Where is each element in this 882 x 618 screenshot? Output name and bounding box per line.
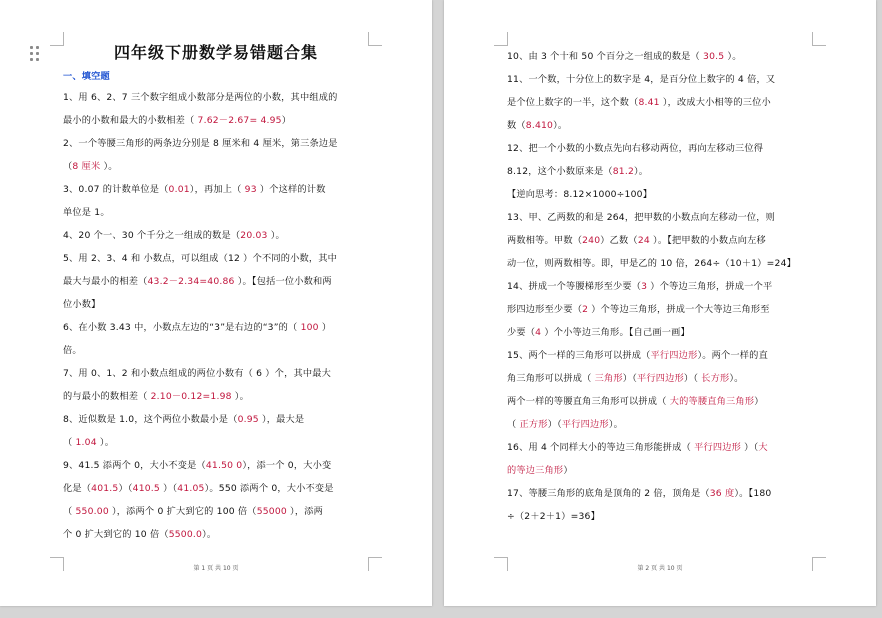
question-text: 3、0.07 的计数单位是（ — [63, 184, 169, 195]
question-text: ）。 — [202, 529, 217, 540]
answer-text: 平行四边形 — [636, 373, 684, 384]
question-text: 8、近似数是 1.0，这个两位小数最小是（ — [63, 414, 238, 425]
text-line — [507, 344, 813, 367]
answer-text: 401.5 — [91, 483, 119, 494]
answer-text: 平行四边形 — [650, 350, 698, 361]
answer-text: 410.5 — [132, 483, 164, 494]
answer-text: 1.04 — [75, 437, 100, 448]
text-line — [63, 500, 369, 523]
question-text: ）。两个一样的直 — [697, 350, 768, 361]
answer-text: 8.41 — [638, 97, 660, 108]
text-line — [63, 132, 369, 155]
text-line — [507, 367, 813, 390]
text-line — [63, 224, 369, 247]
answer-text: 20.03 — [240, 230, 271, 241]
question-text: 16、用 4 个同样大小的等边三角形能拼成（ — [507, 442, 695, 453]
answer-text: 2.10－0.12=1.98 — [150, 391, 232, 402]
question-text: ）（ — [683, 373, 702, 384]
question-text: ）。 — [270, 230, 285, 241]
text-line — [63, 293, 369, 316]
question-text: ）（ — [163, 483, 178, 494]
text-line — [507, 459, 813, 482]
question-text: ）。 — [634, 166, 649, 177]
question-text: ），最大是 — [258, 414, 305, 425]
question-text: ）个等边三角形，拼成一个平 — [647, 281, 773, 292]
text-line — [507, 137, 813, 160]
page-footer: 第 1 页 共 10 页 — [193, 565, 239, 572]
text-line — [63, 523, 369, 546]
section-heading-wrap — [63, 65, 369, 88]
answer-text: 100 — [300, 322, 319, 333]
question-text: ），改成大小相等的三位小 — [659, 97, 771, 108]
question-text: 9、41.5 添两个 0，大小不变是（ — [63, 460, 206, 471]
answer-text: 三角形 — [594, 373, 623, 384]
question-text: 个 0 扩大到它的 10 倍（ — [63, 529, 169, 540]
question-text: 位小数】 — [63, 299, 101, 310]
question-text: （ — [63, 161, 73, 172]
text-line — [63, 109, 369, 132]
question-text: ）（ — [547, 419, 562, 430]
question-text: ）个这样的计数 — [259, 184, 326, 195]
question-text: ）。 — [608, 419, 623, 430]
text-line — [63, 385, 369, 408]
question-text: 13、甲、乙两数的和是 264，把甲数的小数点向左移动一位，则 — [507, 212, 776, 223]
text-line — [507, 505, 813, 528]
question-text: ）。【180 — [734, 488, 772, 499]
question-text: ）个等边三角形，拼成一个大等边三角形至 — [588, 304, 770, 315]
question-text: 2、一个等腰三角形的两条边分别是 8 厘米和 4 厘米，第三条边是 — [63, 138, 338, 149]
question-text: 少要（ — [507, 327, 536, 338]
question-text: 角三角形可以拼成（ — [507, 373, 595, 384]
text-line — [63, 339, 369, 362]
page-1-text — [63, 86, 369, 546]
text-line — [63, 477, 369, 500]
answer-text: 5500.0 — [168, 529, 203, 540]
answer-text: 24 — [637, 235, 650, 246]
text-line — [507, 436, 813, 459]
question-text: 【逆向思考：8.12×1000÷100】 — [507, 189, 653, 200]
question-text: 12、把一个小数的小数点先向右移动两位，再向左移动三位得 — [507, 143, 764, 154]
answer-text: 大 — [758, 442, 768, 453]
answer-text: 7.62－2.67= 4.95 — [197, 115, 282, 126]
answer-text: 8 厘米 — [72, 161, 101, 172]
question-text: （ — [63, 506, 76, 517]
question-text: 动一位，则两数相等。即，甲是乙的 10 倍，264÷（10＋1）=24】 — [507, 258, 797, 269]
question-text: 单位是 1。 — [63, 207, 110, 218]
text-line — [507, 183, 813, 206]
text-line — [507, 114, 813, 137]
answer-text: 平行四边形 — [694, 442, 742, 453]
text-line — [507, 229, 813, 252]
question-text: ÷（2＋2＋1）=36】 — [507, 511, 600, 522]
answer-text: 41.50 0 — [205, 460, 243, 471]
question-text: 最小的小数和最大的小数相差（ — [63, 115, 198, 126]
question-text: （ — [507, 419, 520, 430]
question-text: 8.12，这个小数原来是（ — [507, 166, 613, 177]
answer-text: 55000 — [256, 506, 287, 517]
answer-text: 240 — [582, 235, 601, 246]
answer-text: 550.00 — [75, 506, 112, 517]
question-text: ）。【包括一位小数和两 — [237, 276, 332, 287]
question-text: 14、拼成一个等腰梯形至少要（ — [507, 281, 642, 292]
text-line — [507, 390, 813, 413]
text-line — [63, 431, 369, 454]
text-line — [507, 91, 813, 114]
question-text: 1、用 6、2、7 三个数字组成小数部分是两位的小数，其中组成的 — [63, 92, 338, 103]
question-text: ）个小等边三角形。【自己画一画】 — [541, 327, 690, 338]
question-text: 化是（ — [63, 483, 92, 494]
answer-text: 0.01 — [168, 184, 190, 195]
text-line — [507, 68, 813, 91]
answer-text: 平行四边形 — [561, 419, 609, 430]
question-text: 两个一样的等腰直角三角形可以拼成（ — [507, 396, 670, 407]
text-line — [63, 270, 369, 293]
answer-text: 0.95 — [237, 414, 259, 425]
text-line — [63, 178, 369, 201]
question-text: 倍。 — [63, 345, 82, 356]
question-text: ）。 — [729, 373, 744, 384]
answer-text: 3 — [641, 281, 648, 292]
answer-text: 30.5 — [703, 51, 725, 62]
question-text: 形四边形至少要（ — [507, 304, 583, 315]
page-2-text — [507, 45, 813, 528]
page-footer: 第 2 页 共 10 页 — [637, 565, 683, 572]
answer-text: 4 — [535, 327, 542, 338]
question-text: ）。 — [231, 391, 249, 402]
answer-text: 36 度 — [709, 488, 735, 499]
answer-text: 43.2－2.34=40.86 — [147, 276, 238, 287]
text-line — [507, 275, 813, 298]
question-text: ）（ — [118, 483, 133, 494]
document-page-2 — [444, 0, 876, 606]
text-line — [63, 454, 369, 477]
question-text: ），添一个 0，大小变 — [242, 460, 332, 471]
text-line — [63, 201, 369, 224]
question-text: ）（ — [741, 442, 759, 453]
text-line — [63, 316, 369, 339]
text-line — [63, 247, 369, 270]
text-line — [507, 482, 813, 505]
section-heading: 一、填空题 — [63, 71, 110, 82]
question-text: ）。 — [553, 120, 568, 131]
question-text: ），添两 — [286, 506, 324, 517]
answer-text: 长方形 — [701, 373, 730, 384]
text-line — [63, 86, 369, 109]
question-text: ） — [563, 465, 573, 476]
text-line — [507, 45, 813, 68]
text-line — [63, 155, 369, 178]
answer-text: 的等边三角形 — [507, 465, 564, 476]
document-page-1 — [0, 0, 432, 606]
question-text: 11、一个数，十分位上的数字是 4，是百分位上数字的 4 倍，又 — [507, 74, 776, 85]
question-text: ） — [281, 115, 292, 126]
question-text: 17、等腰三角形的底角是顶角的 2 倍，顶角是（ — [507, 488, 710, 499]
document-title: 四年级下册数学易错题合集 — [113, 43, 318, 62]
question-text: 两数相等。甲数（ — [507, 235, 583, 246]
question-text: 是个位上数字的一半，这个数（ — [507, 97, 639, 108]
margin-corner-top-left — [494, 32, 508, 46]
question-text: 的与最小的数相差（ — [63, 391, 151, 402]
question-text: ）。 — [724, 51, 742, 62]
question-text: （ — [63, 437, 76, 448]
text-line — [507, 160, 813, 183]
text-line — [507, 413, 813, 436]
question-text: ）。 — [100, 161, 118, 172]
question-text: 15、两个一样的三角形可以拼成（ — [507, 350, 651, 361]
text-line — [507, 298, 813, 321]
answer-text: 正方形 — [519, 419, 548, 430]
question-text: ），添两个 0 扩大到它的 100 倍（ — [111, 506, 257, 517]
answer-text: 93 — [244, 184, 260, 195]
question-text: ）。【把甲数的小数点向左移 — [649, 235, 766, 246]
question-text: 4、20 个一、30 个千分之一组成的数是（ — [63, 230, 241, 241]
text-line — [507, 321, 813, 344]
text-line — [507, 252, 813, 275]
answer-text: 8.410 — [525, 120, 554, 131]
question-text: 最大与最小的相差（ — [63, 276, 148, 287]
answer-text: 81.2 — [612, 166, 635, 177]
question-text: 10、由 3 个十和 50 个百分之一组成的数是（ — [507, 51, 704, 62]
question-text: ） — [754, 396, 764, 407]
answer-text: 大的等腰直角三角形 — [669, 396, 755, 407]
answer-text: 2 — [582, 304, 589, 315]
text-line — [63, 362, 369, 385]
margin-corner-top-right — [812, 32, 826, 46]
question-text: ）。550 添两个 0，大小不变是 — [204, 483, 334, 494]
question-text: 6、在小数 3.43 中，小数点左边的“3”是右边的“3”的（ — [63, 322, 301, 333]
text-line — [507, 206, 813, 229]
question-text: ）。 — [99, 437, 115, 448]
question-text: 数（ — [507, 120, 526, 131]
question-text: ），再加上（ — [189, 184, 245, 195]
text-line — [63, 408, 369, 431]
question-text: 7、用 0、1、2 和小数点组成的两位小数有（ 6 ）个，其中最大 — [63, 368, 332, 379]
question-text: ）（ — [622, 373, 637, 384]
answer-text: 41.05 — [177, 483, 205, 494]
question-text: 5、用 2、3、4 和 小数点，可以组成（12 ）个不同的小数，其中 — [63, 253, 338, 264]
question-text: ） — [318, 322, 332, 333]
question-text: ）乙数（ — [600, 235, 638, 246]
